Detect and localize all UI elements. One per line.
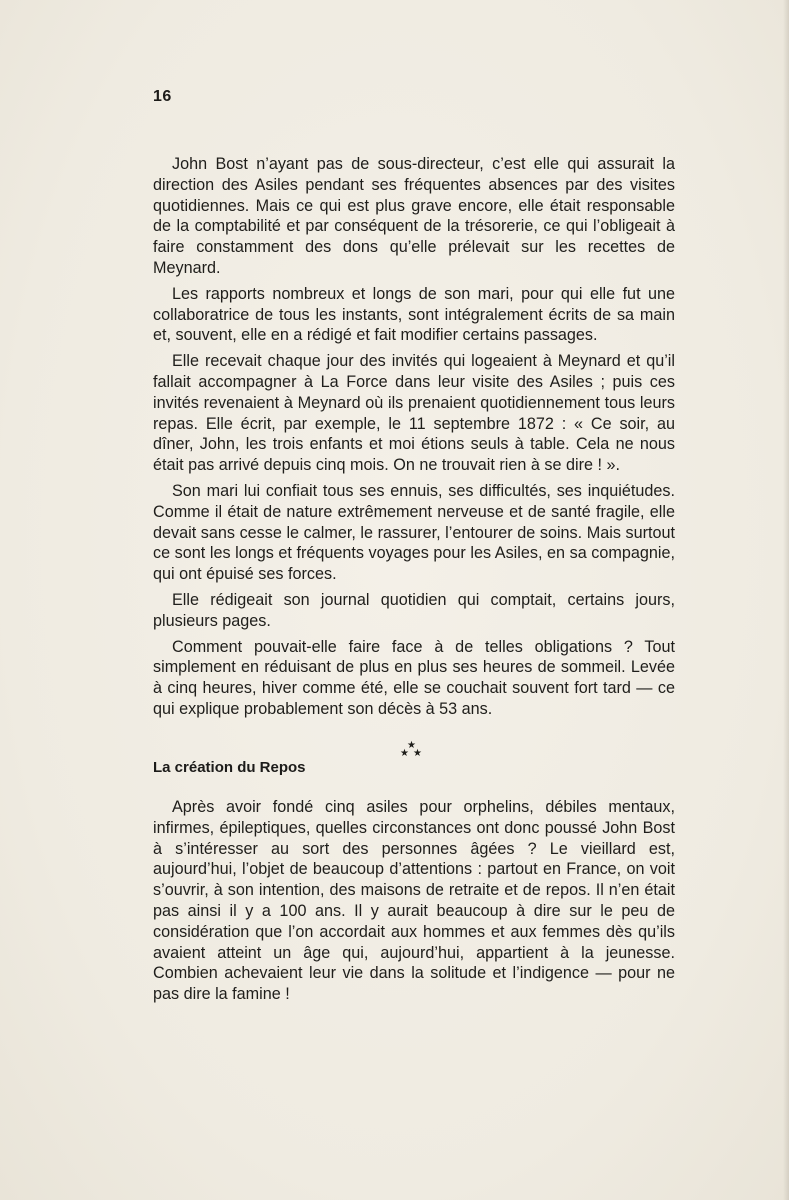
paragraph: Comment pouvait-elle faire face à de telles obligations ? Tout simplement en réduisant de plus en plus ses heures de sommeil. Levée à cinq heures, hiver comme été, elle se couchait souvent fort tard — ce qui explique probablement son décès à 53 ans. bbox=[153, 637, 675, 718]
ornament-star-icon: ★ bbox=[407, 740, 416, 751]
paragraph: Elle recevait chaque jour des invités qui logeaient à Meynard et qu’il fallait accompagner à La Force dans leur visite des Asiles ; puis ces invités revenaient à Meynard où ils prenaient quotidiennement tous leurs repas. Elle écrit, par exemple, le 11 septembre 1872 : « Ce soir, au dîner, John, les trois enfants et moi étions seuls à table. Cela ne nous était pas arrivé depuis cinq mois. On ne trouvait rien à se dire ! ». bbox=[153, 352, 675, 475]
body-text-before-section bbox=[153, 154, 675, 725]
asterism-ornament bbox=[400, 741, 424, 763]
page-edge-shadow bbox=[783, 0, 789, 1200]
page-number: 16 bbox=[153, 88, 172, 105]
paragraph: Après avoir fondé cinq asiles pour orphelins, débiles mentaux, infirmes, épileptiques, quelles circonstances ont donc poussé John Bost à s’intéresser au sort des personnes âgées ? Le vieillard est, aujourd’hui, l’objet de beaucoup d’attentions : partout en France, on voit s’ouvrir, à son intention, des maisons de retraite et de repos. Il n’en était pas ainsi il y a 100 ans. Il y aurait beaucoup à dire sur le peu de considération que l’on accordait aux hommes et aux femmes dès qu’ils avaient atteint un âge qui, aujourd’hui, appartient à la jeunesse. Combien achevaient leur vie dans la solitude et l’indigence — pour ne pas dire la famine ! bbox=[153, 798, 675, 1004]
ornament-star-icon: ★ bbox=[400, 748, 409, 759]
ornament-star-icon: ★ bbox=[413, 748, 422, 759]
section-heading: La création du Repos bbox=[153, 759, 306, 776]
paragraph: Son mari lui confiait tous ses ennuis, ses difficultés, ses inquiétudes. Comme il était de nature extrêmement nerveuse et de santé fragile, elle devait sans cesse le calmer, le rassurer, l’entourer de soins. Mais surtout ce sont les longs et fréquents voyages pour les Asiles, en sa compagnie, qui ont épuisé ses forces. bbox=[153, 481, 675, 584]
paragraph: Elle rédigeait son journal quotidien qui comptait, certains jours, plusieurs pages. bbox=[153, 590, 675, 630]
paragraph: Les rapports nombreux et longs de son mari, pour qui elle fut une collaboratrice de tous les instants, sont intégralement écrits de sa main et, souvent, elle en a rédigé et fait modifier certains passages. bbox=[153, 284, 675, 345]
body-text-after-section bbox=[153, 797, 675, 1010]
paragraph: John Bost n’ayant pas de sous-directeur, c’est elle qui assurait la direction des Asiles pendant ses fréquentes absences par des visites quotidiennes. Mais ce qui est plus grave encore, elle était responsable de la comptabilité et par conséquent de la trésorerie, ce qui l’obligeait à faire constamment des dons qu’elle prélevait sur les recettes de Meynard. bbox=[153, 155, 675, 277]
